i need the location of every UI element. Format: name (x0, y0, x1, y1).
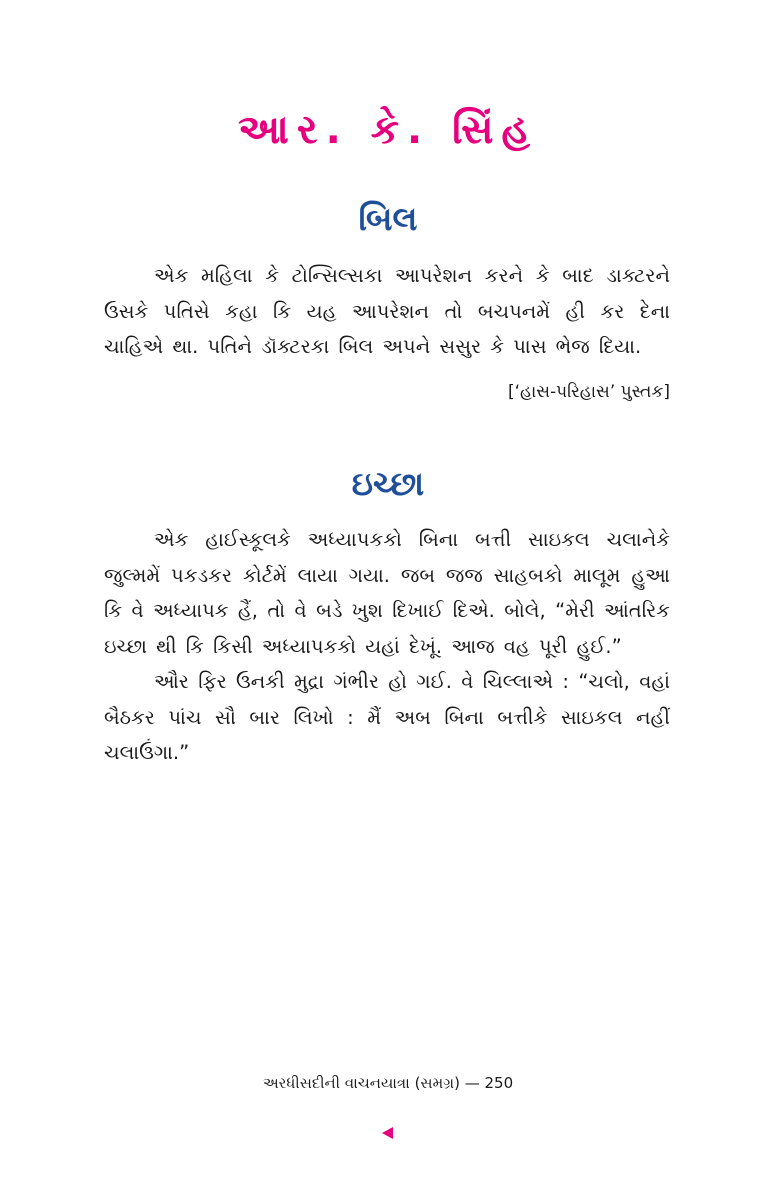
author-name: આર. કે. સિંહ (238, 107, 538, 153)
story-title-bill: બિલ (358, 199, 418, 238)
previous-page-icon[interactable] (382, 1127, 393, 1139)
story-paragraph: એક મહિલા કે ટોન્સિલ્સકા આપરેશન કરને કે બાદ ડાક્ટરને ઉસકે પતિસે કહા કિ યહ આપરેશન તો બચપનમેં હી કર દેના ચાહિએ થા. પતિને ડૉક્ટરકા બિલ અપને સસુર કે પાસ ભેજ દિયા. (104, 264, 670, 358)
page-footer: અરધીસદીની વાચનયાત્રા (સમગ્ર) — 250 (262, 1074, 514, 1092)
story-title-ichchha: ઇચ્છા (351, 464, 425, 503)
story-paragraph: ઔર ફિર ઉનકી મુદ્રા ગંભીર હો ગઈ. વે ચિલ્લાએ : “ચલો, વહાં બૈઠકર પાંચ સૌ બાર લિખો : મૈં અબ બિના બત્તીકે સાઇકલ નહીં ચલાઉંગા.” (104, 670, 670, 764)
story-paragraph: એક હાઈસ્કૂલકે અધ્યાપકકો બિના બત્તી સાઇકલ ચલાનેકે જુલ્મમેં પકડકર કોર્ટમેં લાયા ગયા. જબ જજ સાહબકો માલૂમ હુઆ કિ વે અધ્યાપક હૈં, તો વે બડે ખુશ દિખાઈ દિએ. બોલે, “મેરી આંતરિક ઇચ્છા થી કિ કિસી અધ્યાપકકો યહાં દેખૂં. આજ વહ પૂરી હુઈ.” (104, 528, 670, 658)
story-body-bill (104, 258, 670, 365)
story-body-ichchha (104, 522, 670, 771)
source-citation: [‘હાસ-પરિહાસ’ પુસ્તક] (507, 382, 670, 402)
